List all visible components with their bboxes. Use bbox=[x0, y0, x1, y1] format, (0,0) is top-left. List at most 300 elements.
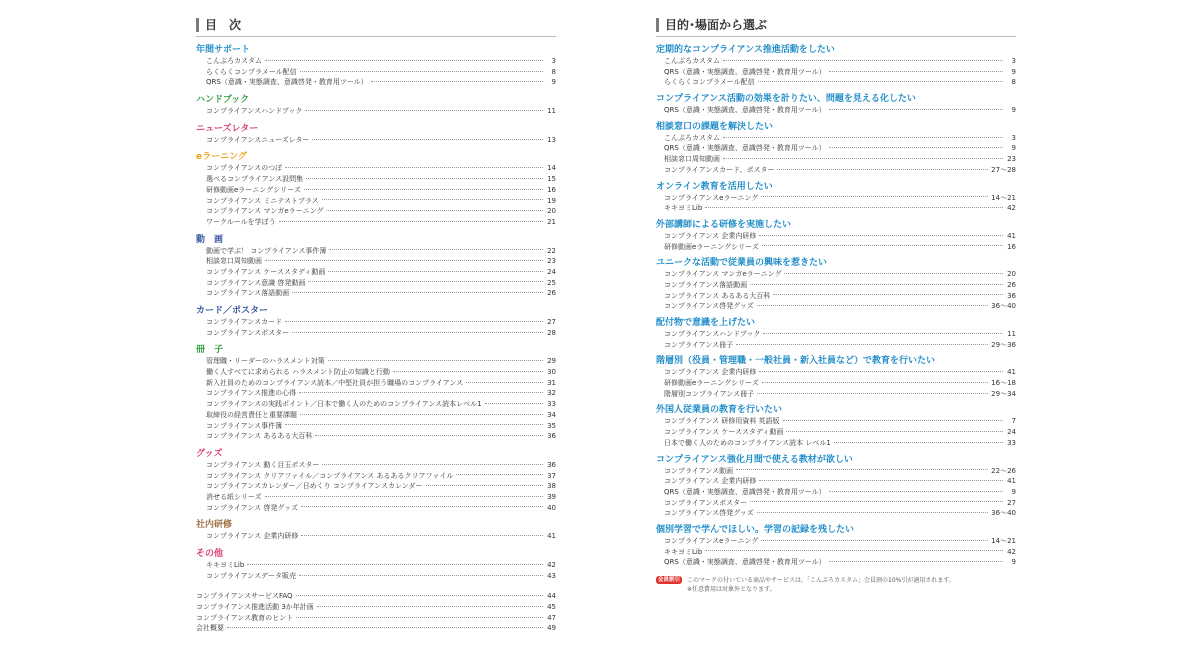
entry-page: 36～40 bbox=[991, 509, 1016, 518]
toc-entry[interactable] bbox=[656, 378, 1016, 389]
section-heading: 定期的なコンプライアンス推進活動をしたい bbox=[656, 45, 835, 55]
entry-title: コンプライアンス あるある大百科 bbox=[664, 291, 771, 300]
dot-leader bbox=[285, 321, 543, 322]
toc-entry[interactable] bbox=[656, 438, 1016, 449]
entry-page: 3 bbox=[551, 57, 556, 65]
entry-title: コンプライアンス 研修用資料 英語版 bbox=[664, 417, 780, 426]
toc-entry[interactable] bbox=[196, 246, 556, 257]
member-discount-note bbox=[656, 576, 1016, 594]
toc-entry[interactable] bbox=[656, 133, 1016, 144]
entry-page: 25 bbox=[547, 278, 556, 287]
toc-entry[interactable] bbox=[656, 508, 1016, 519]
dot-leader bbox=[758, 81, 1003, 82]
toc-entry[interactable] bbox=[656, 280, 1016, 291]
dot-leader bbox=[371, 81, 543, 82]
toc-title-text: 目 次 bbox=[205, 18, 242, 32]
dot-leader bbox=[326, 210, 543, 211]
entry-title: コンプライアンスポスター bbox=[664, 498, 748, 507]
entry-page: 26 bbox=[547, 289, 556, 298]
entry-page: 36 bbox=[547, 432, 556, 441]
entry-title: コンプライアンスニューズレター bbox=[206, 135, 310, 144]
entry-title: コンプライアンス 動く目玉ポスター bbox=[206, 460, 320, 469]
dot-leader bbox=[757, 305, 988, 306]
toc-entry[interactable] bbox=[656, 340, 1016, 351]
dot-leader bbox=[750, 284, 1003, 285]
entry-title: コンプライアンスeラーニング bbox=[664, 536, 759, 545]
entry-page: 8 bbox=[551, 67, 556, 76]
toc-entry[interactable] bbox=[196, 356, 556, 367]
dot-leader bbox=[299, 575, 543, 576]
entry-title: 動画で学ぶ！ コンプライアンス事件簿 bbox=[206, 246, 327, 255]
dot-leader bbox=[329, 249, 543, 250]
entry-title: コンプライアンス推進の心得 bbox=[206, 389, 297, 398]
section-heading: 相談窓口の課題を解決したい bbox=[656, 121, 774, 132]
dot-leader bbox=[285, 424, 543, 425]
entry-title: コンプライアンス落語動画 bbox=[206, 289, 290, 298]
entry-page: 9 bbox=[1011, 487, 1016, 496]
section-heading: 階層別（役員・管理職・一般社員・新入社員など）で教育を行いたい bbox=[656, 356, 936, 367]
entry-title: 選べるコンプライアンス設問集 bbox=[206, 175, 304, 184]
dot-leader bbox=[834, 442, 1003, 443]
dot-leader bbox=[296, 595, 543, 596]
entry-page: 14～21 bbox=[991, 536, 1016, 545]
dot-leader bbox=[763, 333, 1003, 334]
entry-page: 11 bbox=[547, 107, 556, 116]
entry-title: コンプライアンスのつぼ bbox=[206, 164, 283, 173]
toc-entry[interactable] bbox=[196, 481, 556, 492]
toc-entry[interactable] bbox=[656, 367, 1016, 378]
entry-title: コンプライアンス落語動画 bbox=[664, 280, 748, 289]
dot-leader bbox=[705, 207, 1003, 208]
toc-entry[interactable] bbox=[656, 536, 1016, 547]
entry-title: QRS（意識・実態調査、意識啓発・教育用ツール） bbox=[664, 106, 826, 115]
dot-leader bbox=[759, 480, 1003, 481]
entry-title: コンプライアンスデータ販売 bbox=[206, 571, 296, 580]
section-heading: eラーニング bbox=[196, 152, 247, 163]
toc-entry[interactable] bbox=[656, 242, 1016, 253]
dot-leader bbox=[301, 535, 543, 536]
toc-entry[interactable] bbox=[656, 105, 1016, 116]
entry-page: 27 bbox=[1007, 498, 1016, 507]
toc-entry[interactable] bbox=[196, 613, 556, 624]
entry-title: コンプライアンスの実践ポイント／日本で働く人のためのコンプライアンス読本レベル1 bbox=[206, 400, 482, 409]
note-line-2: ※任意費用は対象外となります。 bbox=[687, 586, 776, 593]
dot-leader bbox=[783, 420, 1003, 421]
entry-page: 36 bbox=[547, 460, 556, 469]
entry-page: 27 bbox=[547, 318, 556, 326]
toc-entry[interactable] bbox=[656, 301, 1016, 312]
toc-entry[interactable] bbox=[196, 421, 556, 432]
entry-page: 20 bbox=[1007, 270, 1016, 279]
toc-entry[interactable] bbox=[196, 378, 556, 389]
entry-page: 19 bbox=[547, 196, 556, 205]
section-heading: オンライン教育を活用したい bbox=[656, 181, 773, 192]
entry-page: 9 bbox=[1011, 558, 1016, 567]
dot-leader bbox=[723, 137, 1003, 138]
toc-entry[interactable] bbox=[196, 317, 556, 328]
section-heading: 配付物で意識を上げたい bbox=[656, 318, 756, 328]
toc-entry[interactable] bbox=[196, 431, 556, 442]
toc-title bbox=[196, 16, 556, 37]
toc-entry[interactable] bbox=[196, 503, 556, 514]
entry-title: キキヨミLib bbox=[664, 547, 703, 556]
entry-page: 36～40 bbox=[991, 302, 1016, 311]
entry-page: 16～18 bbox=[991, 379, 1016, 388]
dot-leader bbox=[265, 496, 543, 497]
toc-entry[interactable] bbox=[656, 269, 1016, 280]
toc-entry[interactable] bbox=[656, 427, 1016, 438]
entry-title: コンプライアンス 企業内研修 bbox=[206, 532, 299, 541]
dot-leader bbox=[247, 564, 543, 565]
dot-leader bbox=[317, 606, 543, 607]
entry-title: 取締役の経営責任と重要課題 bbox=[206, 410, 297, 419]
entry-title: コンプライアンスサービスFAQ bbox=[196, 592, 293, 601]
entry-title: 日本で働く人のためのコンプライアンス読本 レベル1 bbox=[664, 438, 831, 447]
section-heading: 外国人従業員の教育を行いたい bbox=[656, 405, 783, 416]
entry-page: 28 bbox=[547, 328, 556, 337]
dot-leader bbox=[761, 196, 988, 197]
dot-leader bbox=[299, 392, 543, 393]
dot-leader bbox=[322, 464, 543, 465]
toc-entry[interactable] bbox=[656, 291, 1016, 302]
entry-title: 相談窓口周知動画 bbox=[664, 155, 720, 164]
dot-leader bbox=[304, 189, 543, 190]
entry-title: コンプライアンスカード、ポスター bbox=[664, 165, 775, 174]
dot-leader bbox=[300, 71, 543, 72]
entry-title: コンプライアンス推進活動 3か年計画 bbox=[196, 603, 314, 612]
entry-page: 33 bbox=[1007, 438, 1016, 447]
dot-leader bbox=[308, 281, 543, 282]
dot-leader bbox=[762, 382, 988, 383]
toc-entry[interactable] bbox=[656, 498, 1016, 509]
toc-entry[interactable] bbox=[196, 67, 556, 78]
entry-page: 8 bbox=[1011, 78, 1016, 87]
entry-title: 消せる紙シリーズ bbox=[206, 492, 262, 501]
entry-title: こんぷろカスタム bbox=[206, 57, 262, 65]
dot-leader bbox=[265, 260, 543, 261]
entry-page: 3 bbox=[1011, 133, 1016, 142]
entry-title: コンプライアンスカレンダー／日めくり コンプライアンスカレンダー bbox=[206, 482, 423, 491]
purpose-list bbox=[656, 44, 1016, 568]
dot-leader bbox=[786, 431, 1003, 432]
section-heading: コンプライアンス強化月間で使える教材が欲しい bbox=[656, 454, 853, 465]
entry-page: 41 bbox=[1007, 368, 1016, 377]
entry-page: 36 bbox=[1007, 291, 1016, 300]
entry-title: 会社概要 bbox=[196, 624, 224, 633]
dot-leader bbox=[328, 271, 543, 272]
toc-entry[interactable] bbox=[656, 203, 1016, 214]
toc-entry[interactable] bbox=[656, 389, 1016, 400]
dot-leader bbox=[227, 627, 543, 628]
entry-page: 16 bbox=[1007, 242, 1016, 251]
section-heading: 外部講師による研修を実施したい bbox=[656, 219, 792, 230]
entry-page: 21 bbox=[547, 217, 556, 226]
entry-page: 38 bbox=[547, 482, 556, 491]
dot-leader bbox=[705, 550, 1003, 551]
toc-entry[interactable] bbox=[656, 487, 1016, 498]
section-heading: ハンドブック bbox=[196, 95, 250, 106]
entry-page: 34 bbox=[547, 410, 556, 419]
entry-title: コンプライアンスポスター bbox=[206, 328, 290, 337]
dot-leader bbox=[279, 221, 543, 222]
toc-entry[interactable] bbox=[196, 471, 556, 482]
entry-page: 42 bbox=[1007, 547, 1016, 556]
entry-page: 3 bbox=[1011, 57, 1016, 65]
section-heading: カード／ポスター bbox=[196, 306, 269, 316]
toc-entry[interactable] bbox=[196, 106, 556, 117]
dot-leader bbox=[456, 474, 543, 475]
entry-page: 22～26 bbox=[991, 466, 1016, 475]
dot-leader bbox=[759, 371, 1003, 372]
entry-page: 20 bbox=[547, 207, 556, 216]
dot-leader bbox=[759, 235, 1003, 236]
dot-leader bbox=[762, 245, 1003, 246]
dot-leader bbox=[750, 501, 1003, 502]
dot-leader bbox=[736, 344, 988, 345]
dot-leader bbox=[292, 332, 543, 333]
toc-entry[interactable] bbox=[196, 492, 556, 503]
dot-leader bbox=[322, 199, 543, 200]
note-line-1: このマークの付いている商品やサービスは、「こんぷろカスタム」会員割の10%引が適用されます。 bbox=[687, 577, 955, 584]
entry-page: 41 bbox=[1007, 477, 1016, 486]
entry-page: 13 bbox=[547, 135, 556, 144]
toc-entry[interactable] bbox=[196, 256, 556, 267]
section-heading: その他 bbox=[196, 549, 224, 559]
entry-title: QRS（意識・実態調査、意識啓発・教育用ツール） bbox=[664, 487, 826, 496]
dot-leader bbox=[305, 110, 543, 111]
dot-leader bbox=[328, 360, 543, 361]
toc-entry[interactable] bbox=[196, 288, 556, 299]
section-heading: 動 画 bbox=[196, 234, 224, 245]
entry-page: 41 bbox=[547, 532, 556, 541]
section-heading: ニューズレター bbox=[196, 123, 259, 134]
section-heading: グッズ bbox=[196, 448, 223, 459]
toc-entry[interactable] bbox=[196, 410, 556, 421]
entry-page: 27～28 bbox=[991, 165, 1016, 174]
toc-entry[interactable] bbox=[656, 231, 1016, 242]
entry-page: 35 bbox=[547, 421, 556, 430]
toc-entry[interactable] bbox=[196, 623, 556, 634]
entry-page: 41 bbox=[1007, 231, 1016, 240]
toc-entry[interactable] bbox=[196, 399, 556, 410]
entry-title: コンプライアンス意識 啓発動画 bbox=[206, 278, 306, 287]
entry-title: QRS（意識・実態調査、意識啓発・教育用ツール） bbox=[206, 78, 368, 87]
entry-title: コンプライアンスeラーニング bbox=[664, 193, 759, 202]
entry-page: 22 bbox=[547, 246, 556, 255]
entry-title: キキヨミLib bbox=[664, 204, 703, 213]
toc-list bbox=[196, 44, 556, 581]
entry-page: 29～36 bbox=[991, 340, 1016, 349]
dot-leader bbox=[723, 158, 1003, 159]
toc-entry[interactable] bbox=[196, 560, 556, 571]
entry-title: コンプライアンス 企業内研修 bbox=[664, 368, 757, 377]
toc-entry[interactable] bbox=[656, 416, 1016, 427]
entry-page: 29～34 bbox=[991, 389, 1016, 398]
toc-entry[interactable] bbox=[196, 328, 556, 339]
note-text bbox=[687, 576, 955, 594]
toc-entry[interactable] bbox=[656, 165, 1016, 176]
toc-entry[interactable] bbox=[196, 135, 556, 146]
entry-title: コンプライアンス動画 bbox=[664, 466, 734, 475]
entry-page: 23 bbox=[1007, 155, 1016, 164]
entry-page: 39 bbox=[547, 492, 556, 501]
entry-title: コンプライアンス ケーススタディ動画 bbox=[664, 428, 784, 437]
section-heading: 社内研修 bbox=[196, 520, 233, 531]
purpose-title bbox=[656, 16, 1016, 37]
entry-title: キキヨミLib bbox=[206, 561, 245, 569]
toc-entry[interactable] bbox=[196, 217, 556, 228]
entry-page: 24 bbox=[547, 267, 556, 276]
dot-leader bbox=[312, 139, 543, 140]
entry-title: 研修動画eラーニングシリーズ bbox=[664, 242, 759, 251]
entry-title: コンプライアンスハンドブック bbox=[206, 107, 303, 116]
toc-entry[interactable] bbox=[656, 193, 1016, 204]
entry-title: コンプライアンス マンガeラーニング bbox=[664, 270, 782, 279]
dot-leader bbox=[757, 393, 988, 394]
toc-entry[interactable] bbox=[196, 591, 556, 602]
toc-entry[interactable] bbox=[656, 77, 1016, 88]
entry-title: コンプライアンス事件簿 bbox=[206, 421, 283, 430]
toc-entry[interactable] bbox=[196, 388, 556, 399]
entry-page: 11 bbox=[1007, 330, 1016, 338]
entry-page: 31 bbox=[547, 378, 556, 387]
entry-title: 相談窓口周知動画 bbox=[206, 257, 262, 266]
dot-leader bbox=[777, 169, 988, 170]
dot-leader bbox=[829, 491, 1003, 492]
entry-page: 26 bbox=[1007, 280, 1016, 289]
entry-title: コンプライアンス 企業内研修 bbox=[664, 231, 757, 240]
toc-entry[interactable] bbox=[196, 278, 556, 289]
entry-page: 32 bbox=[547, 389, 556, 398]
entry-page: 9 bbox=[1011, 144, 1016, 153]
toc-entry[interactable] bbox=[656, 476, 1016, 487]
dot-leader bbox=[736, 469, 988, 470]
toc-entry[interactable] bbox=[656, 466, 1016, 477]
entry-page: 49 bbox=[547, 624, 556, 633]
entry-title: 階層別コンプライアンス冊子 bbox=[664, 389, 755, 398]
toc-entry[interactable] bbox=[196, 196, 556, 207]
toc-entry[interactable] bbox=[196, 367, 556, 378]
dot-leader bbox=[757, 512, 988, 513]
toc-tail bbox=[196, 591, 556, 634]
entry-page: 14～21 bbox=[991, 193, 1016, 202]
entry-page: 42 bbox=[547, 561, 556, 569]
section-heading: コンプライアンス活動の効果を計りたい、問題を見える化したい bbox=[656, 94, 916, 105]
toc-entry[interactable] bbox=[656, 143, 1016, 154]
entry-title: らくらくコンプラメール配信 bbox=[206, 67, 297, 76]
entry-title: 研修動画eラーニングシリーズ bbox=[664, 379, 759, 388]
toc-entry[interactable] bbox=[196, 571, 556, 582]
toc-entry[interactable] bbox=[196, 77, 556, 88]
section-heading: 個別学習で学んでほしい。学習の記録を残したい bbox=[656, 524, 855, 535]
entry-page: 16 bbox=[547, 185, 556, 194]
entry-title: QRS（意識・実態調査、意識啓発・教育用ツール） bbox=[664, 144, 826, 153]
toc-entry[interactable] bbox=[196, 460, 556, 471]
entry-title: コンプライアンス啓発グッズ bbox=[664, 509, 754, 518]
toc-entry[interactable] bbox=[196, 185, 556, 196]
entry-title: コンプライアンス教育のヒント bbox=[196, 613, 294, 622]
toc-entry[interactable] bbox=[656, 67, 1016, 78]
toc-entry[interactable] bbox=[196, 267, 556, 278]
entry-title: コンプライアンス マンガeラーニング bbox=[206, 207, 324, 216]
entry-title: 新入社員のためのコンプライアンス読本／中堅社員が担う職場のコンプライアンス bbox=[206, 378, 464, 387]
dot-leader bbox=[829, 147, 1003, 148]
toc-entry[interactable] bbox=[656, 56, 1016, 67]
toc-entry[interactable] bbox=[656, 329, 1016, 340]
entry-page: 40 bbox=[547, 503, 556, 512]
entry-title: コンプライアンス クリアファイル／コンプライアンス あるあるクリアファイル bbox=[206, 471, 454, 480]
entry-title: コンプライアンスカード bbox=[206, 318, 283, 326]
dot-leader bbox=[292, 292, 543, 293]
entry-title: 働く人すべてに求められる ハラスメント防止の知識と行動 bbox=[206, 368, 390, 377]
entry-page: 9 bbox=[1011, 67, 1016, 76]
purpose-title-text: 目的･場面から選ぶ bbox=[665, 18, 768, 32]
entry-title: こんぷろカスタム bbox=[664, 133, 720, 142]
entry-page: 42 bbox=[1007, 204, 1016, 213]
dot-leader bbox=[426, 485, 544, 486]
dot-leader bbox=[829, 109, 1003, 110]
entry-title: コンプライアンス啓発グッズ bbox=[664, 302, 754, 311]
entry-page: 47 bbox=[547, 613, 556, 622]
toc-entry[interactable] bbox=[196, 56, 556, 67]
dot-leader bbox=[723, 60, 1003, 61]
dot-leader bbox=[485, 403, 543, 404]
dot-leader bbox=[265, 60, 543, 61]
entry-page: 29 bbox=[547, 357, 556, 366]
dot-leader bbox=[300, 414, 543, 415]
dot-leader bbox=[393, 371, 543, 372]
section-heading: 冊 子 bbox=[196, 345, 224, 356]
dot-leader bbox=[773, 294, 1003, 295]
dot-leader bbox=[784, 273, 1003, 274]
entry-page: 23 bbox=[547, 257, 556, 266]
dot-leader bbox=[829, 71, 1003, 72]
toc-entry[interactable] bbox=[656, 557, 1016, 568]
dot-leader bbox=[315, 435, 543, 436]
entry-page: 9 bbox=[1011, 106, 1016, 115]
entry-page: 45 bbox=[547, 603, 556, 612]
toc-entry[interactable] bbox=[196, 163, 556, 174]
entry-title: QRS（意識・実態調査、意識啓発・教育用ツール） bbox=[664, 558, 826, 567]
dot-leader bbox=[829, 561, 1003, 562]
entry-title: コンプライアンス 啓発グッズ bbox=[206, 503, 298, 512]
toc-entry[interactable] bbox=[196, 206, 556, 217]
toc-entry[interactable] bbox=[656, 154, 1016, 165]
entry-page: 44 bbox=[547, 592, 556, 601]
entry-title: ワークルールを学ぼう bbox=[206, 217, 276, 226]
entry-title: コンプライアンス あるある大百科 bbox=[206, 432, 313, 441]
toc-entry[interactable] bbox=[196, 602, 556, 613]
dot-leader bbox=[285, 167, 543, 168]
dot-leader bbox=[301, 506, 543, 507]
toc-entry[interactable] bbox=[656, 547, 1016, 558]
entry-page: 43 bbox=[547, 571, 556, 580]
entry-page: 37 bbox=[547, 471, 556, 480]
entry-page: 24 bbox=[1007, 428, 1016, 437]
entry-title: コンプライアンス ミニテストプラス bbox=[206, 196, 319, 205]
entry-page: 30 bbox=[547, 368, 556, 377]
section-heading: ユニークな活動で従業員の興味を惹きたい bbox=[656, 258, 828, 269]
toc-entry[interactable] bbox=[196, 174, 556, 185]
purpose-page bbox=[656, 0, 1016, 594]
toc-page bbox=[196, 0, 556, 634]
section-heading: 年間サポート bbox=[196, 45, 251, 55]
toc-entry[interactable] bbox=[196, 531, 556, 542]
entry-page: 9 bbox=[551, 78, 556, 87]
entry-title: コンプライアンス ケーススタディ動画 bbox=[206, 267, 326, 276]
entry-title: コンプライアンスハンドブック bbox=[664, 330, 761, 338]
entry-title: コンプライアンス 企業内研修 bbox=[664, 477, 757, 486]
